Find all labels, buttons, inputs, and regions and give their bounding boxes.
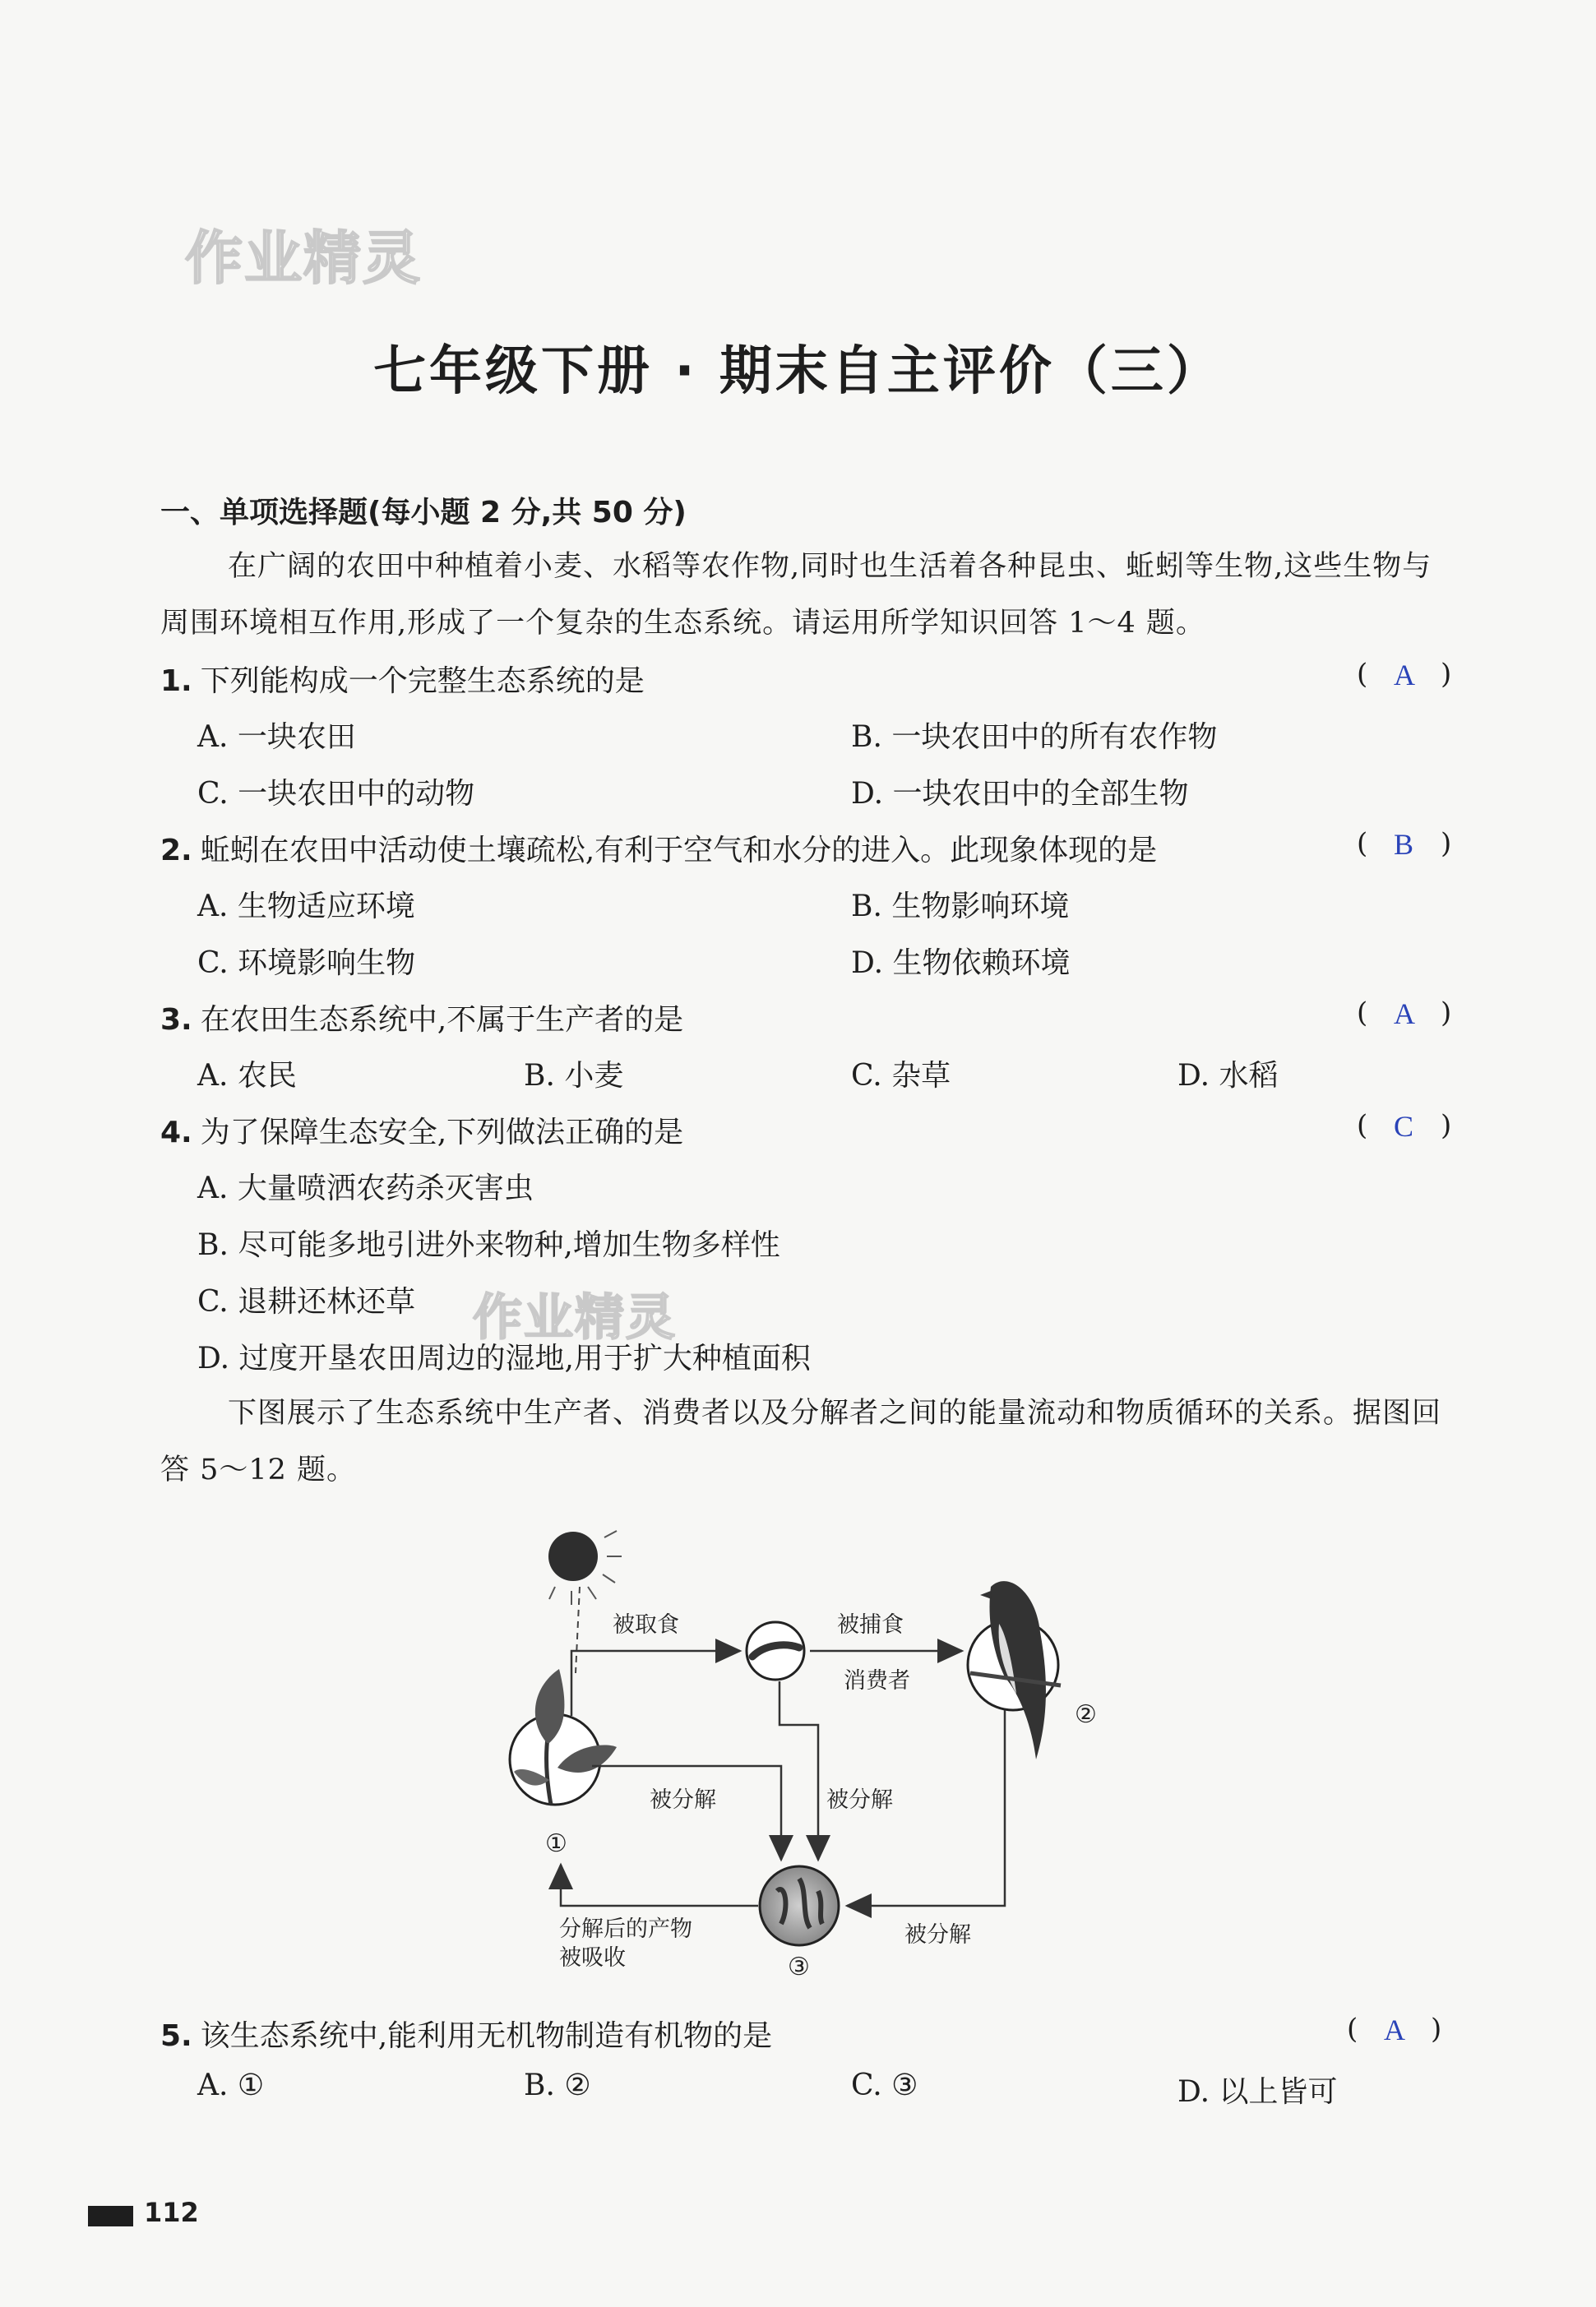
option-4d: D. 过度开垦农田周边的湿地,用于扩大种植面积 xyxy=(197,1342,811,1375)
answer-5: A xyxy=(1384,2013,1405,2046)
answer-2: B xyxy=(1394,828,1414,861)
question-number: 1. xyxy=(160,664,192,698)
answer-bracket-5: ( A ) xyxy=(1347,2013,1442,2046)
node-2-label: ② xyxy=(1075,1700,1097,1729)
answer-bracket-3: ( A ) xyxy=(1357,996,1452,1030)
label-eaten: 被取食 xyxy=(613,1612,679,1638)
answer-1: A xyxy=(1394,659,1415,691)
question-text: 蚯蚓在农田中活动使土壤疏松,有利于空气和水分的进入。此现象体现的是 xyxy=(200,834,1158,867)
question-number: 4. xyxy=(160,1116,192,1149)
option-5c: C. ③ xyxy=(851,2069,918,2102)
page-title: 七年级下册 · 期末自主评价（三） xyxy=(373,341,1223,402)
option-1b: B. 一块农田中的所有农作物 xyxy=(851,720,1218,754)
option-1d: D. 一块农田中的全部生物 xyxy=(851,777,1189,811)
label-absorbed-line2: 被吸收 xyxy=(559,1945,626,1971)
question-text: 下列能构成一个完整生态系统的是 xyxy=(200,664,645,698)
watermark-middle: 作业精灵 xyxy=(473,1289,677,1347)
intro-paragraph-1: 在广阔的农田中种植着小麦、水稻等农作物,同时也生活着各种昆虫、蚯蚓等生物,这些生物与周围环境相互作用,形成了一个复杂的生态系统。请运用所学知识回答 1～4 题。 xyxy=(160,550,1432,640)
consumer-caterpillar-node xyxy=(747,1622,804,1680)
question-text: 为了保障生态安全,下列做法正确的是 xyxy=(200,1116,684,1149)
option-4c: C. 退耕还林还草 xyxy=(197,1285,416,1319)
question-number: 2. xyxy=(160,834,192,867)
intro-paragraph-2: 下图展示了生态系统中生产者、消费者以及分解者之间的能量流动和物质循环的关系。据图回答 5～12 题。 xyxy=(160,1397,1442,1486)
label-preyed: 被捕食 xyxy=(837,1612,904,1638)
label-consumer: 消费者 xyxy=(844,1668,910,1694)
option-2d: D. 生物依赖环境 xyxy=(851,946,1071,980)
option-3b: B. 小麦 xyxy=(524,1059,624,1093)
node-3-label: ③ xyxy=(788,1953,810,1981)
node-1-label: ① xyxy=(545,1829,567,1858)
option-5d: D. 以上皆可 xyxy=(1177,2075,1338,2109)
answer-3: A xyxy=(1394,997,1415,1030)
option-4b: B. 尽可能多地引进外来物种,增加生物多样性 xyxy=(197,1228,780,1262)
option-2a: A. 生物适应环境 xyxy=(197,890,415,923)
consumer-bird-node xyxy=(968,1581,1061,1759)
question-text: 在农田生态系统中,不属于生产者的是 xyxy=(200,1003,684,1037)
answer-bracket-1: ( A ) xyxy=(1357,658,1452,691)
question-text: 该生态系统中,能利用无机物制造有机物的是 xyxy=(200,2019,773,2053)
option-1c: C. 一块农田中的动物 xyxy=(197,777,475,811)
option-4a: A. 大量喷洒农药杀灭害虫 xyxy=(197,1172,534,1205)
answer-bracket-4: ( C ) xyxy=(1357,1109,1452,1143)
producer-plant-node xyxy=(510,1669,617,1805)
option-2b: B. 生物影响环境 xyxy=(851,890,1070,923)
label-decomposed-consumer: 被分解 xyxy=(826,1787,893,1813)
option-3a: A. 农民 xyxy=(197,1059,297,1093)
label-absorbed-line1: 分解后的产物 xyxy=(559,1916,692,1942)
option-1a: A. 一块农田 xyxy=(197,720,356,754)
footer-bar xyxy=(88,2206,133,2226)
page-number: 112 xyxy=(144,2197,199,2228)
watermark-top: 作业精灵 xyxy=(185,224,422,292)
answer-bracket-2: ( B ) xyxy=(1357,827,1452,861)
section-heading: 一、单项选择题(每小题 2 分,共 50 分) xyxy=(160,496,687,529)
label-decomposed-bird: 被分解 xyxy=(904,1922,971,1948)
question-number: 3. xyxy=(160,1003,192,1037)
decomposer-node xyxy=(760,1866,839,1945)
question-5 xyxy=(160,2013,772,2055)
question-number: 5. xyxy=(160,2019,192,2053)
option-3c: C. 杂草 xyxy=(851,1059,951,1093)
option-3d: D. 水稻 xyxy=(1177,1059,1279,1093)
option-2c: C. 环境影响生物 xyxy=(197,946,416,980)
option-5b: B. ② xyxy=(524,2069,591,2102)
label-decomposed-plant: 被分解 xyxy=(650,1787,716,1813)
option-5a: A. ① xyxy=(197,2069,265,2102)
answer-4: C xyxy=(1394,1110,1414,1143)
